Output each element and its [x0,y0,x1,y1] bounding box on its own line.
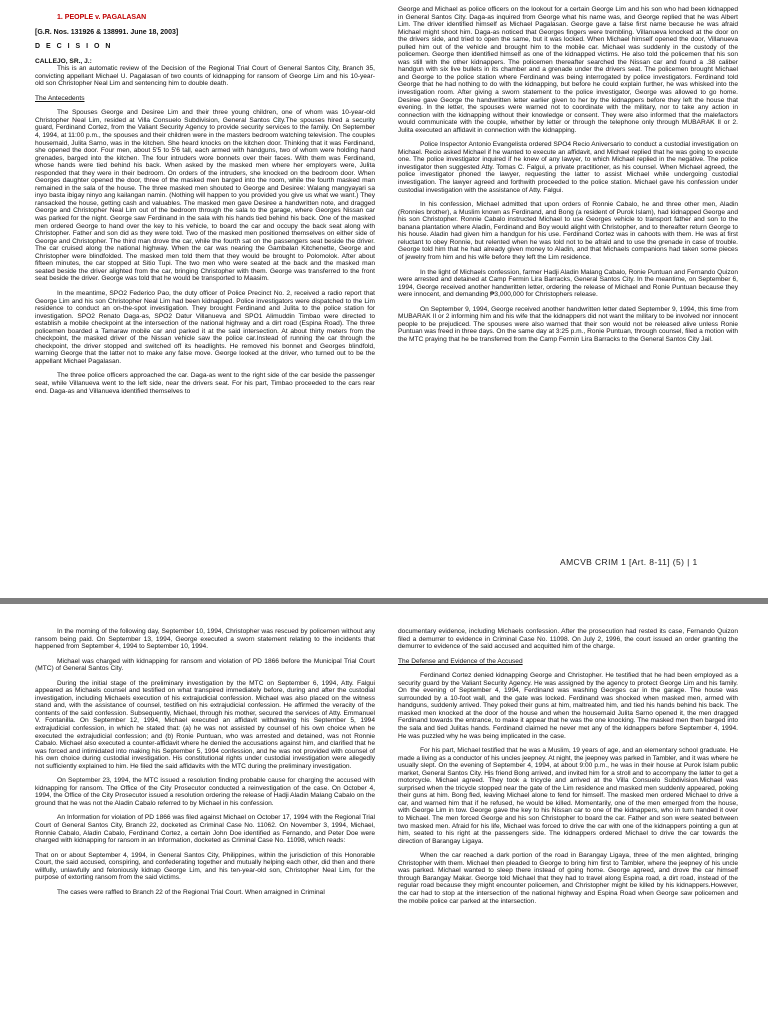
quoted-information: That on or about September 4, 1994, in General Santos City, Philippines, within the jurisdiction of this Honorable Court, the said accused, conspiring, and confederating together and mutually helping each other, did then and there willfully, unlawfully and feloniously kidnap George Lim, and his ten-year-old son, Christopher Neal Lim, for the purpose of extorting ransom from the said victims. [35,851,375,882]
paragraph: George and Michael as police officers on the lookout for a certain George Lim and his son who had been kidnapped in General Santos City. Daga-as inquired from George what his name was, and George replied that he was Albert Lim. The driver identified himself as Michael Pagalasan. George gave a false first name because he was afraid Michael might shoot him. Daga-as noticed that Georges fingers were trembling. Villanueva knocked at the door on the drivers side, and tried to open the same, but it was locked. When Michael himself opened the door, Villanueva pulled him out of the vehicle and brought him to the mobile car. Michael was suddenly in the custody of the policemen. George then identified himself as one of the kidnapped victims. He also told the policemen that his son was still with the other kidnappers. The policemen thereafter searched the Nissan car and found a .38 caliber handgun with six live bullets in its chamber and a grenade under the drivers seat. The policemen brought Michael and George to the police station where Ferdinand was being interrogated by police investigators. Ferdinand told George that he had nothing to do with the kidnapping, but before he could explain further, he was whisked into the investigation room. After giving a sworn statement to the police investigator, George was allowed to go home. Desiree gave George the handwritten letter earlier given to her by the kidnappers before they left the house that evening. In the letter, the spouses were warned not to coordinate with the military, nor to take any action in connection with the kidnapping without their knowledge or consent. They were also informed that the malefactors would communicate with the couple, whether by letter or through the telephone only through MUBARAK II or 2. Julita executed an affidavit in connection with the kidnapping. [398,6,738,134]
page1-right-column [398,6,738,536]
ponente: CALLEJO, SR., J.: [35,57,92,65]
paragraph: The three police officers approached the car. Daga-as went to the right side of the car beside the passenger seat, while Villanueva went to the left side, near the drivers seat. For his part, Timbao proceeded to the cars rear end. Daga-as and Villanueva identified themselves to [35,372,375,395]
paragraph: Michael was charged with kidnapping for ransom and violation of PD 1866 before the Municipal Trial Court (MTC) of General Santos City. [35,657,375,673]
paragraph: In his confession, Michael admitted that upon orders of Ronnie Cabalo, he and three other men, Aladin (Ronnies brother), a Muslim known as Ferdinand, and Bong (a resident of Purok Islam), had kidnapped George and his son Christopher. Ronnie Cabalo instructed Michael to use Georges vehicle to transport father and son to the banana plantation where Aladin, Ferdinand and Boy would alight with Christopher, and to thereafter return George to his house. Aladin had given him a handgun for his use. Ferdinand Cortez was in cahoots with them. He was at first reluctant to obey Ronnie, but relented when he was told not to be afraid and to use the grenade in case of trouble. George told him that he had already given money to Aladin, and that Michaels companions had taken some pieces of jewelry from him and his wife before they left the Lim residence. [398,201,738,261]
paragraph: In the morning of the following day, September 10, 1994, Christopher was rescued by policemen without any ransom being paid. On September 13, 1994, George executed a sworn statement relating to the incidents that happened from September 4, 1994 to September 10, 1994. [35,628,375,651]
paragraph: During the initial stage of the preliminary investigation by the MTC on September 6, 1994, Atty. Falgui appeared as Michaels counsel and testified on what transpired immediately before, during and after the custodial investigation, including Michaels execution of his extrajudicial confession. Michael was also placed on the witness stand and, with the assistance of counsel, testified on his extrajudicial confession. He affirmed the veracity of the contents of the said confession. Subsequently, Michael, through his mother, secured the services of Atty. Emmanuel V. Fontanilla. On September 12, 1994, Michael executed an affidavit withdrawing his September 5, 1994 extrajudicial confession, in which he stated that: (a) he was not assisted by counsel of his own choice when he executed the extrajudicial confession; and (b) Ronie Puntuan, who was arrested and detained, was not Ronnie Cabalo. Michael also executed a counter-affidavit where he denied the accusations against him, and clarified that he was forced and intimidated into making his September 5, 1994 confession, and he was not provided with counsel of his own choice during custodial investigation. His constitutional rights under custodial investigation were allegedly not sufficiently explained to him. He filed the said affidavits with the MTC during the preliminary investigation. [35,679,375,770]
document-page-2 [0,604,768,1024]
decision-label: D E C I S I O N [35,43,113,51]
paragraph: In the meantime, SPO2 Federico Pao, the duty officer of Police Precinct No. 2, received a radio report that George Lim and his son Christopher Neal Lim had been kidnapped. Police investigators were dispatched to the Lim residence to conduct an on-the-spot investigation. They brought Ferdinand and Julita to the police station for investigation. SPO2 Renato Daga-as, SPO2 Datur Villanueva and SPO1 Alimuddin Timbao were directed to establish a mobile checkpoint at the intersection of the national highway and a dirt road (Espina Road). The three policemen boarded a Tamaraw mobile car and parked it at the said intersection. At about thirty meters from the checkpoint, the masked driver of the Nissan vehicle saw the police car.Instead of running the car through the checkpoint, the driver stopped and switched off its headlights. He removed his bonnet and Georges blindfold, warning George that the latter not to make any false move. George looked at the driver, who turned out to be the appellant Michael Pagalasan. [35,289,375,365]
paragraph: For his part, Michael testified that he was a Muslim, 19 years of age, and an elementary school graduate. He made a living as a conductor of his uncles jeepney. At night, the jeepney was parked in Tambler, and it was where he usually slept. On the evening of September 4, 1994, at about 9:00 p.m., he was in their house at Purok Islam public market, General Santos City. His friend Bong arrived, and invited him for a stroll and to accompany the latter to get a motorcycle. Michael agreed. They took a tricycle and arrived at the Villa Consuelo Subdivision.Michael was surprised when the tricycle stopped near the gate of the Lim residence and masked men suddenly appeared, poking their guns at him. Bong fled, leaving Michael alone to fend for himself. The masked men ordered Michael to drive a car, and warned him that if he refused, he would be killed. Momentarily, one of the men emerged from the house, with George Lim in tow. George gave the key to his Nissan car to one of the kidnappers, who in turn handed it over to Michael. The men forced George and his son Christopher to board the car. Father and son were seated between two masked men. Afraid for his life, Michael was forced to drive the car with one of the kidnappers pointing a gun at him, seated to his right at the passengers side. The kidnappers ordered Michael to drive the car towards the direction of Barangay Ligaya. [398,747,738,845]
paragraph: Police Inspector Antonio Evangelista ordered SPO4 Recio Aniversario to conduct a custodial investigation on Michael. Recio asked Michael if he wanted to execute an affidavit, and Michael replied that he was going to execute one. The police investigator inquired if he knew of any lawyer, to which Michael replied in the negative. The police investigator then suggested Atty. Tomas C. Falgui, a private practitioner, as his counsel. When Michael agreed, the police investigator phoned the lawyer, requesting the latter to assist Michael while undergoing custodial investigation. The lawyer agreed and forthwith proceeded to the police station. Michael gave his confession under custodial investigation with the assistance of Atty. Falgui. [398,141,738,194]
paragraph: An Information for violation of PD 1866 was filed against Michael on October 17, 1994 with the Regional Trial Court of General Santos City, Branch 22, docketed as Criminal Case No. 11062. On November 3, 1994, Michael, Ronnie Cabalo, Aladin Cabalo, Ferdinand Cortez, a certain John Doe identified as Fernando, and Peter Doe were charged with kidnapping for ransom in an Information, docketed as Criminal Case No. 11098, which reads: [35,814,375,845]
paragraph: This is an automatic review of the Decision of the Regional Trial Court of General Santos City, Branch 35, convicting appellant Michael U. Pagalasan of two counts of kidnapping for ransom of George Lim and his 10-year-old son Christopher Neal Lim and sentencing him to double death. [35,65,375,88]
case-citation: [G.R. Nos. 131926 & 138991. June 18, 2003] [35,28,179,36]
paragraph: Ferdinand Cortez denied kidnapping George and Christopher. He testified that he had been employed as a security guard by the Valiant Security Agency. He was assigned by the agency to protect George Lim and his family. On the evening of September 4, 1994, Ferdinand was washing Georges car in the garage. The house was surrounded by a 10-foot wall, and the gate was locked. Ferdinand was shocked when masked men, armed with handguns, suddenly arrived. They poked their guns at him, maltreated him, and tied his hands behind his back. The masked men knocked at the door of the house and when the housemaid Julita Sarno opened it, the men dragged Ferdinand towards the entrance, to make it appear that he was the one knocking. The masked men then barged into the sala and tied Julitas hands. Ferdinand claimed he never met any of the kidnappers before September 4, 1994. He was puzzled why he was being implicated in the case. [398,672,738,740]
section-heading-antecedents: The Antecedents [35,94,85,102]
paragraph: On September 23, 1994, the MTC issued a resolution finding probable cause for charging the accused with kidnapping for ransom. The Office of the City Prosecutor conducted a reinvestigation of the case. On October 4, 1994, the Office of the City Prosecutor issued a resolution ordering the release of Hadji Aladin Malang Cabalo on the ground that he was not the Aladin Cabalo referred to by Michael in his confession. [35,777,375,807]
page2-left-column [35,628,375,1024]
section-heading-defense: The Defense and Evidence of the Accused [398,657,523,665]
paragraph: On September 9, 1994, George received another handwritten letter dated September 9, 1994, this time from MUBARAK II or 2 informing him and his wife that the kidnappers did not want the military to be involved nor innocent people to be prejudiced. The spouses were also warned that their son would not be released alive unless Ronie Puntuan was freed in three days. On the same day at 3:25 p.m., Ronie Puntuan, through counsel, filed a motion with the MTC praying that he be transferred from the Camp Fermin Lira Barracks to the General Santos City Jail. [398,305,738,343]
paragraph: When the car reached a dark portion of the road in Barangay Ligaya, three of the men alighted, bringing Christopher with them. Michael then pleaded to George to bring him first to Tambler, where the jeepney of his uncle was parked. Michael wanted to sleep there instead of going home. George agreed, and drove the car himself through Barangay Makar. George told Michael that they had to travel along Espina road, a dirt road, instead of the regular road because they might encounter policemen, and Christopher might be killed by his kidnappers.However, the car had to stop at the intersection of the national highway and Espina Road when George saw policemen and the mobile police car parked at the intersection. [398,852,738,905]
page1-left-column [35,14,375,574]
page-footer: AMCVB CRIM 1 [Art. 8-11] (5) | 1 [560,557,698,567]
page2-right-column [398,628,738,1024]
paragraph: The Spouses George and Desiree Lim and their three young children, one of whom was 10-year-old Christopher Neal Lim, resided at Villa Consuelo Subdivision, General Santos City.The spouses hired a security guard, Ferdinand Cortez, from the Valiant Security Agency to provide security services to the family. On September 4, 1994, at 11:00 p.m., the spouses and their children were in the masters bedroom watching television. The couples housemaid, Julita Sarno, was in the kitchen. She heard knocks on the kitchen door. Thinking that it was Ferdinand, she opened the door. Four men, about 5'5 to 5'6 tall, each armed with handguns, two of whom were holding hand grenades, barged into the kitchen. The four intruders wore bonnets over their faces. With them was Ferdinand, whose hands were tied behind his back. When asked by the masked men where her employers were, Julita responded that they were in their bedroom. On orders of the intruders, she knocked on the bedroom door. When Georges daughter opened the door, three of the masked men barged into the room, while the fourth masked man remained in the sala of the house. The three masked men shouted to George and Desiree: Walang mangyayari sa inyo basta ibigay ninyo ang kailangan namin. (Nothing will happen to you provided you give us what we want.) They ransacked the house, getting cash and valuables. The masked men gave Desiree a handwritten note, and dragged George and Christopher Neal Lim out of the bedroom through the sala to the garage, where Georges Nissan car was parked for the night. George saw Ferdinand in the sala with his hands tied behind his back. One of the masked men ordered George to hand over the key to his vehicle, to board the car and occupy the back seat along with Christopher. Father and son did as they were told. Two of the masked men positioned themselves on either side of George and Christopher. The third man drove the car, while the fourth sat on the passengers seat beside the driver. The car cruised along the national highway. When the car was nearing the Gambalan Kitchenette, George and Christopher were blindfolded. The masked men told them that they would be brought to Polomolok. After about fifteen minutes, the car stopped at Sitio Tupi. The two men who were seated at the back and the masked man seated beside the driver alighted from the car, bringing Christopher with them. George was transferred to the front seat beside the driver. George was told that he would be transported to Maasim. [35,109,375,283]
paragraph: The cases were raffled to Branch 22 of the Regional Trial Court. When arraigned in Criminal [57,888,325,896]
case-title: 1. PEOPLE v. PAGALASAN [57,14,147,21]
paragraph: In the light of Michaels confession, farmer Hadji Aladin Malang Cabalo, Ronie Puntuan and Fernando Quizon were arrested and detained at Camp Fermin Lira Barracks, General Santos City. In the meantime, on September 6, 1994, George received another handwritten letter, ordering the release of Michael and Ronie Puntuan because they were innocent, and demanding ₱3,000,000 for Christophers release. [398,268,738,299]
paragraph: documentary evidence, including Michaels confession. After the prosecution had rested its case, Fernando Quizon filed a demurrer to evidence in Criminal Case No. 11098. On July 2, 1996, the court issued an order granting the demurrer to evidence of the said accused and acquitted him of the charge. [398,628,738,651]
